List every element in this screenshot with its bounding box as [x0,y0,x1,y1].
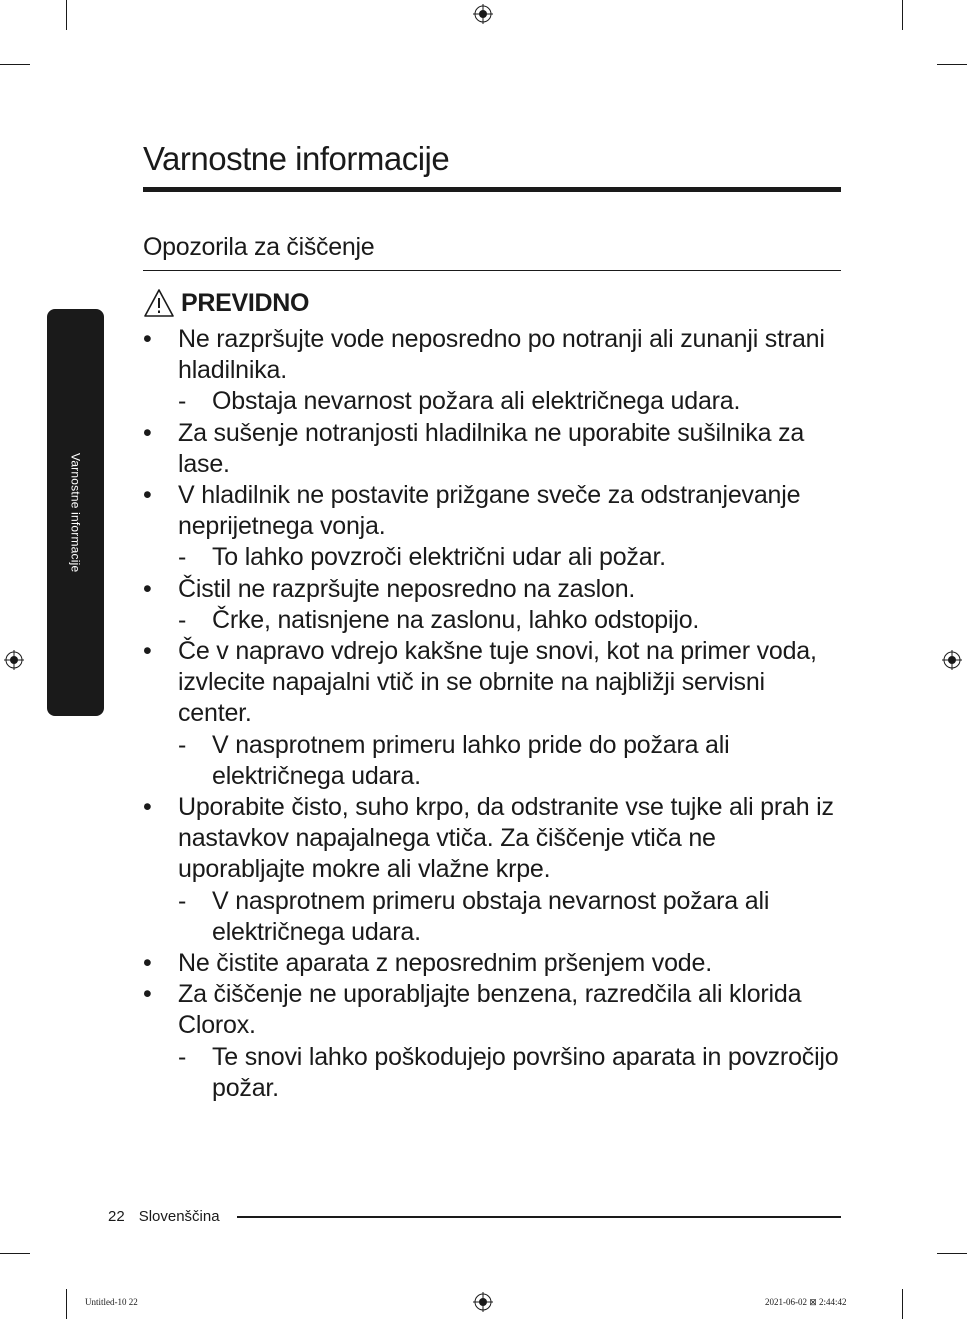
title-rule [143,187,841,192]
caution-label: PREVIDNO [181,288,310,317]
sub-item [143,886,843,948]
list-item-text: Čistil ne razpršujte neposredno na zaslon. [178,574,636,603]
sub-item-text: V nasprotnem primeru obstaja nevarnost požara ali električnega udara. [212,886,770,946]
warning-triangle-icon [143,288,175,318]
registration-mark-icon [942,650,962,670]
caution-heading [143,286,309,320]
sub-item-text: Črke, natisnjene na zaslonu, lahko odstopijo. [212,605,700,634]
crop-mark [66,1289,67,1319]
list-item [143,480,843,542]
crop-mark [0,64,30,65]
footer-language: Slovenščina [138,1207,220,1225]
list-item [143,418,843,480]
section-title: Opozorila za čiščenje [143,233,375,261]
sub-item-text: To lahko povzroči električni udar ali požar. [212,543,666,572]
list-item [143,948,843,979]
dash-marker: - [178,605,187,634]
page-number: 22 [108,1207,125,1225]
sub-item [143,386,843,417]
list-item-text: Za sušenje notranjosti hladilnika ne uporabite sušilnika za lase. [178,418,805,478]
page-footer [108,1205,220,1227]
bullet-marker: • [143,325,152,353]
print-slug-left: Untitled-10 22 [85,1297,138,1307]
bullet-list [143,324,843,1104]
bullet-marker: • [143,980,152,1009]
footer-rule [237,1216,841,1218]
crop-mark [937,1253,967,1254]
sub-item [143,605,843,636]
side-tab-label: Varnostne informacije [68,452,83,573]
list-item [143,979,843,1041]
caution-list [143,324,843,1104]
sub-item-text: V nasprotnem primeru lahko pride do požara ali električnega udara. [212,730,730,790]
list-item-text: Za čiščenje ne uporabljajte benzena, razredčila ali klorida Clorox. [178,980,802,1040]
bullet-marker: • [143,949,152,978]
list-item-text: Ne čistite aparata z neposrednim pršenjem vode. [178,949,712,978]
list-item [143,636,843,730]
sub-item [143,730,843,792]
bullet-marker: • [143,574,152,603]
dash-marker: - [178,886,187,915]
bullet-marker: • [143,481,152,510]
list-item-text: Ne razpršujte vode neposredno po notranji ali zunanji strani hladilnika. [178,325,825,385]
print-slug-right: 2021-06-02 ⊠ 2:44:42 [765,1297,847,1307]
list-item [143,792,843,886]
crop-mark [0,1253,30,1254]
sub-item-text: Obstaja nevarnost požara ali električnega udara. [212,387,741,416]
crop-mark [902,0,903,30]
crop-mark [937,64,967,65]
sub-item [143,1042,843,1104]
page-title: Varnostne informacije [143,140,450,177]
crop-mark [902,1289,903,1319]
list-item-text: Uporabite čisto, suho krpo, da odstranite vse tujke ali prah iz nastavkov napajalnega vtiča. Za čiščenje vtiča ne uporabljajte mokre ali vlažne krpe. [178,793,834,884]
registration-mark-icon [4,650,24,670]
dash-marker: - [178,1042,187,1071]
dash-marker: - [178,730,187,759]
sub-item-text: Te snovi lahko poškodujejo površino aparata in povzročijo požar. [212,1042,839,1102]
bullet-marker: • [143,637,152,666]
sub-item [143,542,843,573]
bullet-marker: • [143,418,152,447]
dash-marker: - [178,543,187,572]
registration-mark-icon [473,4,493,24]
dash-marker: - [178,387,187,416]
section-rule [143,270,841,271]
side-tab [47,309,104,716]
list-item [143,324,843,386]
list-item-text: V hladilnik ne postavite prižgane sveče za odstranjevanje neprijetnega vonja. [178,481,801,541]
crop-mark [66,0,67,30]
bullet-marker: • [143,793,152,822]
list-item-text: Če v napravo vdrejo kakšne tuje snovi, kot na primer voda, izvlecite napajalni vtič in se obrnite na najbližji servisni center. [178,637,817,728]
list-item [143,574,843,605]
registration-mark-icon [473,1292,493,1312]
